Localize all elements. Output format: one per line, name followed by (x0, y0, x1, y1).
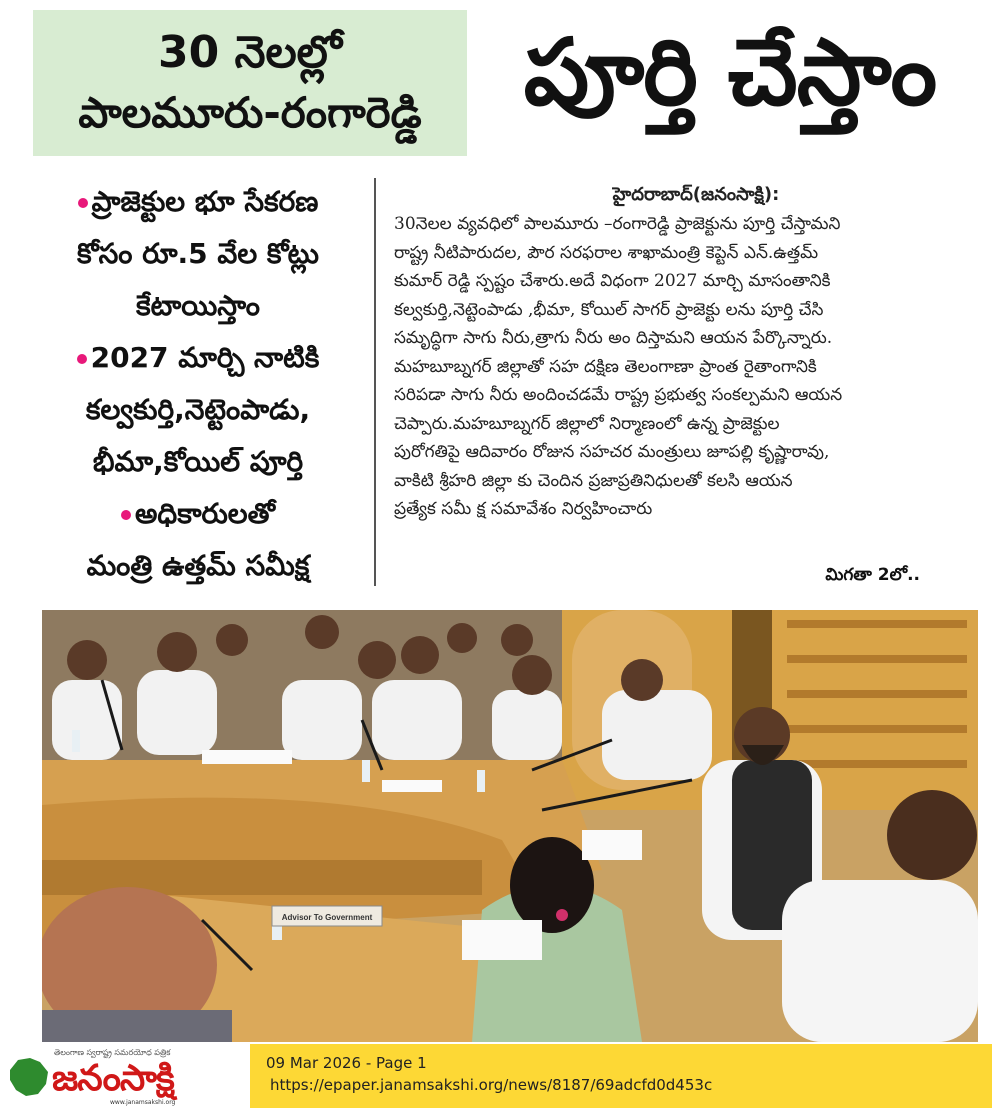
article-line: 30నెలల వ్యవధిలో పాలమూరు –రంగారెడ్డి ప్రాజెక్టును పూర్తి చేస్తామని (394, 214, 841, 234)
highlight-text: కల్వకుర్తి,నెట్టెంపాడు, (85, 393, 311, 426)
highlight-line (33, 228, 363, 280)
article-text (394, 210, 978, 524)
article-line: కల్వకుర్తి,నెట్టెంపాడు ,భీమా, కోయిల్ సాగర్ ప్రాజెక్టు లను పూర్తి చేసి (394, 299, 824, 320)
logo-tagline: తెలంగాణ స్వరాష్ట్ర సమరయోధ పత్రిక (54, 1048, 171, 1057)
highlight-text: 2027 మార్చి నాటికి (90, 341, 320, 374)
meeting-photo (42, 610, 978, 1042)
article-line: ప్రత్యేక సమీ క్ష సమావేశం నిర్వహించారు (394, 499, 653, 519)
headline-main: పూర్తి చేస్తాం (523, 19, 937, 126)
highlight-text: కోసం రూ.5 వేల కోట్లు (77, 237, 319, 270)
article-line: వాకిటి శ్రీహరి జిల్లా కు చెందిన ప్రజాప్రతినిధులతో కలసి ఆయన (394, 470, 793, 491)
highlights-column (33, 176, 363, 594)
bullet-icon (77, 354, 87, 364)
article-line: రాష్ట్ర నీటిపారుదల, పౌర సరఫరాల శాఖామంత్రి కెప్టెన్ ఎన్.ఉత్తమ్ (394, 242, 819, 263)
publication-logo (0, 1044, 250, 1108)
article-line: కుమార్ రెడ్డి స్పష్టం చేశారు.అదే విధంగా 2027 మార్చి మాసంతానికి (394, 271, 831, 291)
headline-kicker-line1: 30 నెలల్లో (158, 27, 342, 78)
highlight-text: మంత్రి ఉత్తమ్ సమీక్ష (86, 549, 310, 582)
continued-note: మిగతా 2లో.. (825, 565, 920, 585)
headline-kicker-line2: పాలమూరు-రంగారెడ్డి (78, 88, 422, 137)
placard-text: Advisor To Government (281, 913, 373, 922)
article-line: సరిపడా సాగు నీరు అందించడమే రాష్ట్ర ప్రభుత్వ సంకల్పమని ఆయన (394, 385, 843, 405)
highlight-line (33, 176, 363, 228)
highlight-line (33, 384, 363, 436)
highlight-text: ప్రాజెక్టుల భూ సేకరణ (91, 185, 319, 218)
highlight-line (33, 280, 363, 332)
highlight-text: కేటాయిస్తాం (136, 289, 260, 322)
meeting-photo-illustration (42, 610, 978, 1042)
article-line: చెప్పారు.మహబూబ్నగర్ జిల్లాలో నిర్మాణంలో ఉన్న ప్రాజెక్టుల (394, 413, 780, 434)
logo-url: www.janamsakshi.org (110, 1099, 176, 1106)
dateline: హైదరాబాద్(జనంసాక్షి): (612, 184, 780, 205)
column-divider (374, 178, 376, 586)
bullet-icon (121, 510, 131, 520)
article-url-link[interactable]: https://epaper.janamsakshi.org/news/8187/69adcfd0d453c (270, 1076, 713, 1094)
highlight-line (33, 488, 363, 540)
highlight-text: భీమా,కోయిల్ పూర్తి (92, 445, 304, 478)
telangana-map-icon (4, 1052, 54, 1102)
issue-date-page: 09 Mar 2026 - Page 1 (266, 1054, 427, 1072)
logo-wordmark: జనంసాక్షి (52, 1058, 174, 1099)
highlight-line (33, 332, 363, 384)
article-line: సమృద్ధిగా సాగు నీరు,త్రాగు నీరు అం దిస్తామని ఆయన పేర్కొన్నారు. (394, 328, 833, 348)
article-line: మహబూబ్నగర్ జిల్లాతో సహ దక్షిణ తెలంగాణా ప్రాంత రైతాంగానికి (394, 356, 817, 377)
article-body (394, 180, 978, 590)
headline-kicker-box (33, 10, 467, 156)
bullet-icon (78, 198, 88, 208)
article-line: పురోగతిపై ఆదివారం రోజున సహచర మంత్రులు జూపల్లి కృష్ణారావు, (394, 442, 830, 462)
highlight-line (33, 436, 363, 488)
highlight-text: అధికారులతో (135, 497, 275, 530)
highlight-line (33, 540, 363, 592)
footer-bar (250, 1044, 992, 1108)
